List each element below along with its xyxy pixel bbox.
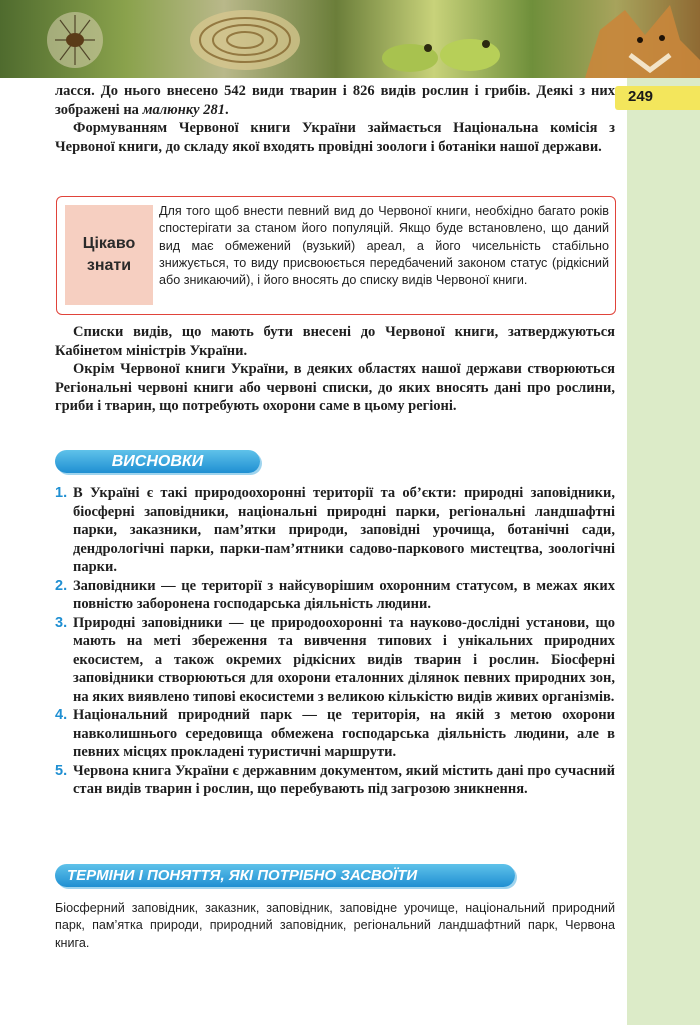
intro-p1-end: . (224, 101, 229, 118)
conclusions-heading: ВИСНОВКИ (55, 450, 260, 473)
conclusion-number: 4. (55, 707, 68, 723)
conclusion-number: 1. (55, 485, 68, 501)
conclusion-item (55, 577, 615, 614)
label-line-2: знати (86, 257, 132, 274)
conclusion-number: 5. (55, 762, 68, 779)
conclusion-text: Природні заповідники — це природоохоронні та науково-дослідні установи, що мають на меті збереження та вивчення типових і унікальних природних екосистем, а також окремих рідкісних видів тварин і рослин. Біосферні заповідники створюються для охорони еталонних ділянок певних природних зон, на яких виявлено типові екосистеми з великою кількістю видів живих організмів. (73, 614, 615, 705)
nature-photo-icon (0, 0, 700, 78)
figure-reference: малюнку 281 (142, 101, 225, 118)
conclusion-text: В Україні є такі природоохоронні території та об’єкти: природні заповідники, біосферні заповідники, національні природні парки, регіональні ландшафтні парки, заказники, пам’ятки природи, заповідні урочища, ботанічні сади, дендрологічні парки, парки-пам’ятники садово-паркового мистецтва, зоологічні парки. (73, 485, 615, 575)
page-number: 249 (628, 88, 654, 105)
body-text (55, 323, 615, 416)
label-line-1: Цікаво (82, 235, 136, 252)
intro-p1-text: ласся. До нього внесено 542 види тварин і 826 видів рослин і грибів. Деякі з них зображені на (55, 83, 615, 118)
header-nature-photo (0, 0, 700, 78)
intro-paragraph-1 (55, 82, 615, 119)
intro-paragraph-2: Формуванням Червоної книги України займається Національна комісія з Червоної книги, до складу якої входять провідні зоологи і ботаніки нашої держави. (55, 120, 615, 155)
intro-text (55, 82, 615, 156)
conclusion-item (55, 614, 615, 707)
terms-heading: ТЕРМІНИ І ПОНЯТТЯ, ЯКІ ПОТРІБНО ЗАСВОЇТИ (55, 864, 515, 887)
did-you-know-text: Для того щоб внести певний вид до Червоної книги, необхідно багато років спостерігати за станом його популяцій. Якщо буде встановлено, що даний вид має обмежений (вузький) ареал, а його чисельність стабільно знижується, то виду присвоюється передбачений законом статус (рідкісний або зникаючий), і його вносять до списку видів Червоної книги. (159, 204, 609, 288)
body-paragraph-3: Списки видів, що мають бути внесені до Червоної книги, затверджуються Кабінетом міністрів України. (55, 324, 615, 359)
conclusion-item (55, 484, 615, 577)
did-you-know-box (56, 196, 616, 315)
side-margin-band (627, 78, 700, 1025)
conclusions-list (55, 484, 615, 799)
conclusion-item (55, 706, 615, 762)
did-you-know-label (65, 205, 153, 305)
body-paragraph-4: Окрім Червоної книги України, в деяких областях нашої держави створюються Регіональні червоні книги або червоні списки, до яких вносять дані про рослини, гриби і тварин, що потребують охорони саме в цьому регіоні. (55, 361, 615, 414)
conclusion-number: 3. (55, 614, 68, 631)
terms-text: Біосферний заповідник, заказник, заповідник, заповідне урочище, національний природний парк, пам’ятка природи, природний заповідник, регіональний ландшафтний парк, Червона книга. (55, 901, 615, 950)
conclusion-text: Національний природний парк — це територія, на якій з метою охорони навколишнього середовища обмежена господарська діяльність людини, але в певних місцях прокладені туристичні маршрути. (73, 707, 615, 760)
conclusion-text: Заповідники — це території з найсуворішим охоронним статусом, в межах яких повністю заборонена господарська діяльність людини. (73, 577, 615, 612)
conclusion-item (55, 762, 615, 799)
conclusion-number: 2. (55, 577, 68, 594)
conclusion-text: Червона книга України є державним документом, який містить дані про сучасний стан видів тварин і рослин, що перебувають під загрозою зникнення. (73, 762, 615, 797)
